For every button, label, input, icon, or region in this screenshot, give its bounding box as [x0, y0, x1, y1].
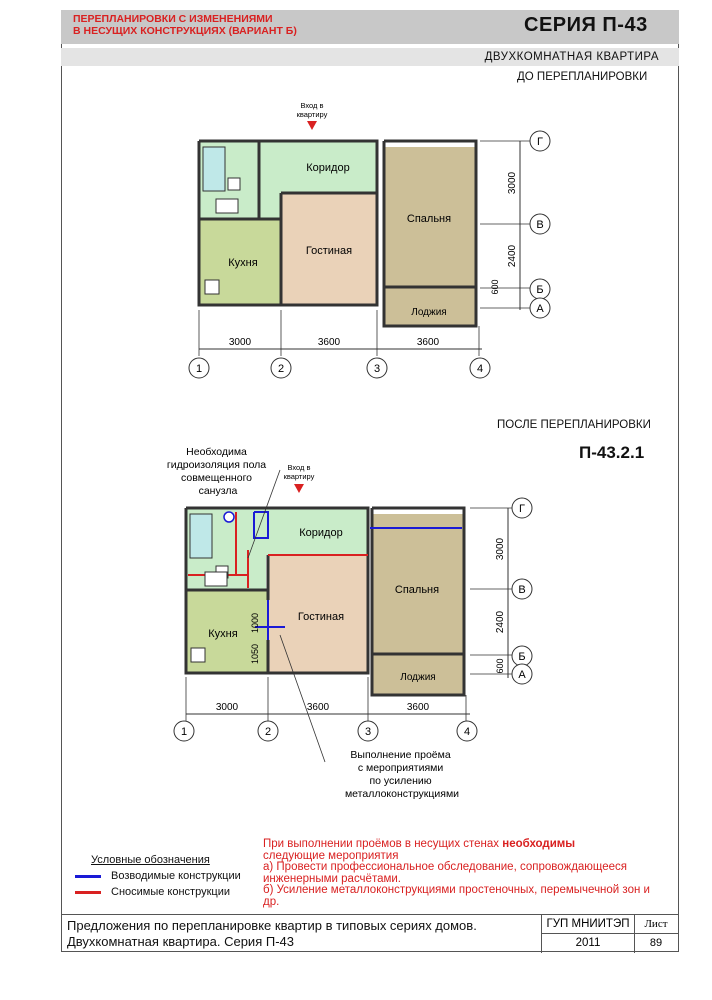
note-item-b: б) Усиление металлоконструкциями простеночных, перемычечной зон и др.: [263, 884, 650, 908]
room-bedroom: Спальня: [394, 584, 440, 596]
axis-y-v: В: [518, 584, 526, 596]
sink-icon: [216, 199, 238, 213]
axis-x-4: 4: [463, 726, 471, 738]
dim-y-1: 3000: [495, 537, 506, 561]
dim-x-1: 3000: [228, 337, 252, 348]
note-line2: следующие мероприятия: [263, 849, 399, 862]
series-title: СЕРИЯ П-43: [524, 14, 648, 36]
title-block: [61, 914, 679, 953]
apartment-type: ДВУХКОМНАТНАЯ КВАРТИРА: [484, 51, 659, 63]
axis-x-1: 1: [180, 726, 188, 738]
dim-y-3: 600: [490, 279, 500, 295]
after-label: ПОСЛЕ ПЕРЕПЛАНИРОВКИ: [497, 419, 651, 431]
org-cell: [541, 915, 635, 953]
axis-x-1: 1: [195, 363, 203, 375]
room-corridor: Коридор: [299, 527, 343, 539]
callout-waterproofing: Необходима гидроизоляция пола совмещенного санузла: [166, 446, 267, 497]
note-line1-bold: необходимы: [502, 838, 576, 850]
removed-swatch: [75, 891, 101, 894]
stove-icon: [205, 280, 219, 294]
plan-code: П-43.2.1: [579, 443, 645, 462]
sheet-cell: [633, 915, 679, 953]
corridor-fill-2: [259, 193, 281, 219]
dim-x-2: 3600: [306, 702, 330, 713]
axis-y-b: Б: [518, 651, 526, 663]
axis-y-b: Б: [536, 284, 544, 296]
toilet-icon: [228, 178, 240, 190]
dim-y-3: 600: [495, 658, 505, 674]
sink-icon: [205, 572, 227, 586]
title-block-text: [67, 918, 537, 950]
note-item-a: а) Провести профессиональное обследование, сопровождающееся инженерными расчётами.: [263, 861, 628, 885]
legend-title: Условные обозначения: [91, 854, 210, 866]
entrance-arrow-icon: [307, 121, 317, 130]
opening-dim-1: 1050: [250, 643, 260, 665]
bathtub-icon: [203, 147, 225, 191]
axis-y-a: А: [518, 669, 526, 681]
dim-x-3: 3600: [416, 337, 440, 348]
drain-icon: [224, 512, 234, 522]
legend-erected-label: Возводимые конструкции: [111, 870, 241, 882]
stove-icon: [191, 648, 205, 662]
erected-swatch: [75, 875, 101, 878]
floor-plan-before: [0, 0, 712, 420]
floor-plan-after: [0, 440, 712, 820]
legend-removed-label: Сносимые конструкции: [111, 886, 230, 898]
title-line2: Двухкомнатная квартира. Серия П-43: [67, 934, 294, 949]
room-loggia: Лоджия: [411, 307, 447, 318]
room-kitchen: Кухня: [208, 628, 238, 640]
before-label: ДО ПЕРЕПЛАНИРОВКИ: [517, 71, 648, 83]
bathtub-icon: [190, 514, 212, 558]
sheet-number: 89: [649, 937, 663, 949]
axis-y-g: Г: [519, 503, 525, 515]
axis-x-4: 4: [476, 363, 484, 375]
dim-y-1: 3000: [507, 171, 518, 195]
callout-opening: Выполнение проёма с мероприятиями по усилению металлоконструкциями: [344, 749, 460, 800]
axis-x-3: 3: [364, 726, 372, 738]
room-loggia: Лоджия: [400, 672, 436, 683]
entrance-label-2: квартиру: [296, 110, 328, 119]
dim-x-3: 3600: [406, 702, 430, 713]
header-red-title: ПЕРЕПЛАНИРОВКИ С ИЗМЕНЕНИЯМИ В НЕСУЩИХ КОНСТРУКЦИЯХ (ВАРИАНТ Б): [73, 13, 297, 37]
room-bedroom: Спальня: [406, 213, 452, 225]
axis-y-g: Г: [537, 136, 543, 148]
org-name: ГУП МНИИТЭП: [542, 915, 634, 934]
year: 2011: [575, 937, 601, 949]
axis-y-a: А: [536, 303, 544, 315]
room-living: Гостиная: [305, 245, 353, 257]
sheet-label: Лист: [633, 915, 679, 934]
legend-removed: [75, 886, 230, 898]
entrance-label-2: квартиру: [283, 472, 315, 481]
opening-dim-2: 1000: [250, 612, 260, 634]
room-kitchen: Кухня: [228, 257, 258, 269]
axis-x-2: 2: [277, 363, 285, 375]
requirements-note: [263, 839, 668, 908]
dim-x-1: 3000: [215, 702, 239, 713]
note-line1: При выполнении проёмов в несущих стенах: [263, 838, 503, 850]
legend-erected: [75, 870, 241, 882]
dim-y-2: 2400: [507, 244, 518, 268]
axis-x-2: 2: [264, 726, 272, 738]
room-corridor: Коридор: [306, 162, 350, 174]
axis-y-v: В: [536, 219, 544, 231]
room-living: Гостиная: [297, 611, 345, 623]
dim-x-2: 3600: [317, 337, 341, 348]
entrance-label: Вход в: [300, 101, 324, 110]
entrance-arrow-icon: [294, 484, 304, 493]
axis-x-3: 3: [373, 363, 381, 375]
dim-y-2: 2400: [495, 610, 506, 634]
title-line1: Предложения по перепланировке квартир в типовых сериях домов.: [67, 918, 477, 933]
entrance-label: Вход в: [287, 463, 311, 472]
